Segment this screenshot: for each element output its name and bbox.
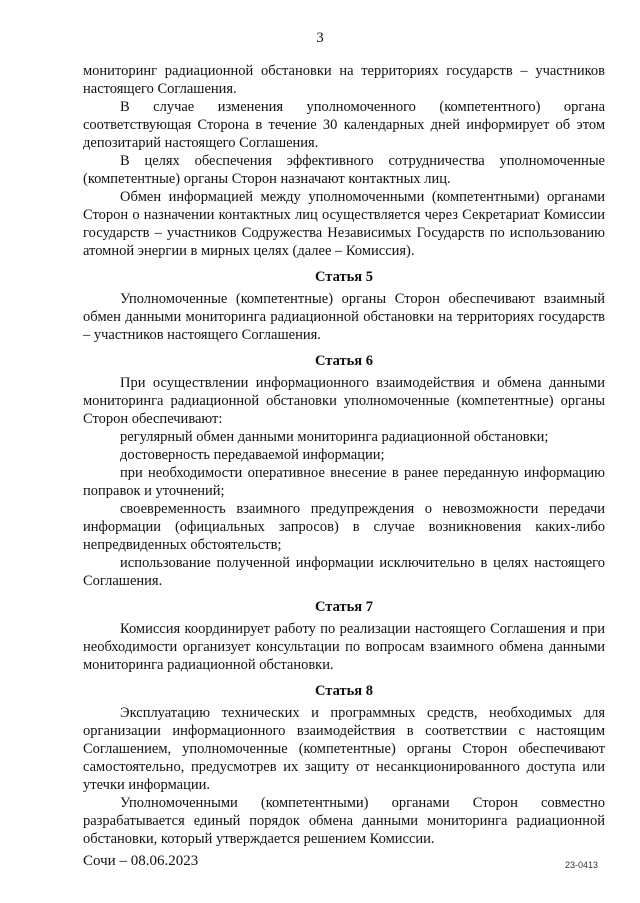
footer-place-date: Сочи – 08.06.2023 <box>83 853 199 869</box>
article-paragraph: Комиссия координирует работу по реализации настоящего Соглашения и при необходимости организует консультации по вопросам взаимного обмена данными мониторинга радиационной обстановки. <box>83 621 605 673</box>
article <box>83 268 605 344</box>
intro-paragraph: В целях обеспечения эффективного сотрудничества уполномоченные (компетентные) органы Сторон назначают контактных лиц. <box>83 153 605 187</box>
document-body <box>83 62 605 848</box>
article-paragraph: Эксплуатацию технических и программных средств, необходимых для организации информационного взаимодействия в соответствии с настоящим Соглашением, уполномоченные (компетентные) органы Сторон обеспечивают самостоятельно, предусмотрев их защиту от несанкционированного доступа или утечки информации. <box>83 705 605 793</box>
article-paragraph: при необходимости оперативное внесение в ранее переданную информацию поправок и уточнений; <box>83 465 605 499</box>
intro-section <box>83 62 605 260</box>
intro-paragraph: мониторинг радиационной обстановки на территориях государств – участников настоящего Соглашения. <box>83 63 605 97</box>
articles-section <box>83 268 605 848</box>
footer-document-code: 23-0413 <box>565 860 599 870</box>
article-title: Статья 6 <box>315 353 373 369</box>
article-paragraph: своевременность взаимного предупреждения о невозможности передачи информации (официальных запросов) в случае возникновения каких-либо непредвиденных обстоятельств; <box>83 501 605 553</box>
article-title: Статья 5 <box>315 269 373 285</box>
article-paragraph: Уполномоченные (компетентные) органы Сторон обеспечивают взаимный обмен данными мониторинга радиационной обстановки на территориях государств – участников настоящего Соглашения. <box>83 291 605 343</box>
article-paragraph: При осуществлении информационного взаимодействия и обмена данными мониторинга радиационной обстановки уполномоченные (компетентные) органы Сторон обеспечивают: <box>83 375 605 427</box>
page-number: 3 <box>316 30 324 46</box>
article-title: Статья 7 <box>315 599 373 615</box>
article-title: Статья 8 <box>315 683 373 699</box>
article-paragraph: Уполномоченными (компетентными) органами Сторон совместно разрабатывается единый порядок обмена данными мониторинга радиационной обстановки, который утверждается решением Комиссии. <box>83 795 605 847</box>
article-paragraph: регулярный обмен данными мониторинга радиационной обстановки; <box>120 429 549 445</box>
article-paragraph: достоверность передаваемой информации; <box>120 447 385 463</box>
article <box>83 682 605 848</box>
intro-paragraph: Обмен информацией между уполномоченными (компетентными) органами Сторон о назначении контактных лиц осуществляется через Секретариат Комиссии государств – участников Содружества Независимых Государств по использованию атомной энергии в мирных целях (далее – Комиссия). <box>83 189 605 259</box>
article <box>83 598 605 674</box>
article-paragraph: использование полученной информации исключительно в целях настоящего Соглашения. <box>83 555 605 589</box>
article <box>83 352 605 590</box>
intro-paragraph: В случае изменения уполномоченного (компетентного) органа соответствующая Сторона в течение 30 календарных дней информирует об этом депозитарий настоящего Соглашения. <box>83 99 605 151</box>
